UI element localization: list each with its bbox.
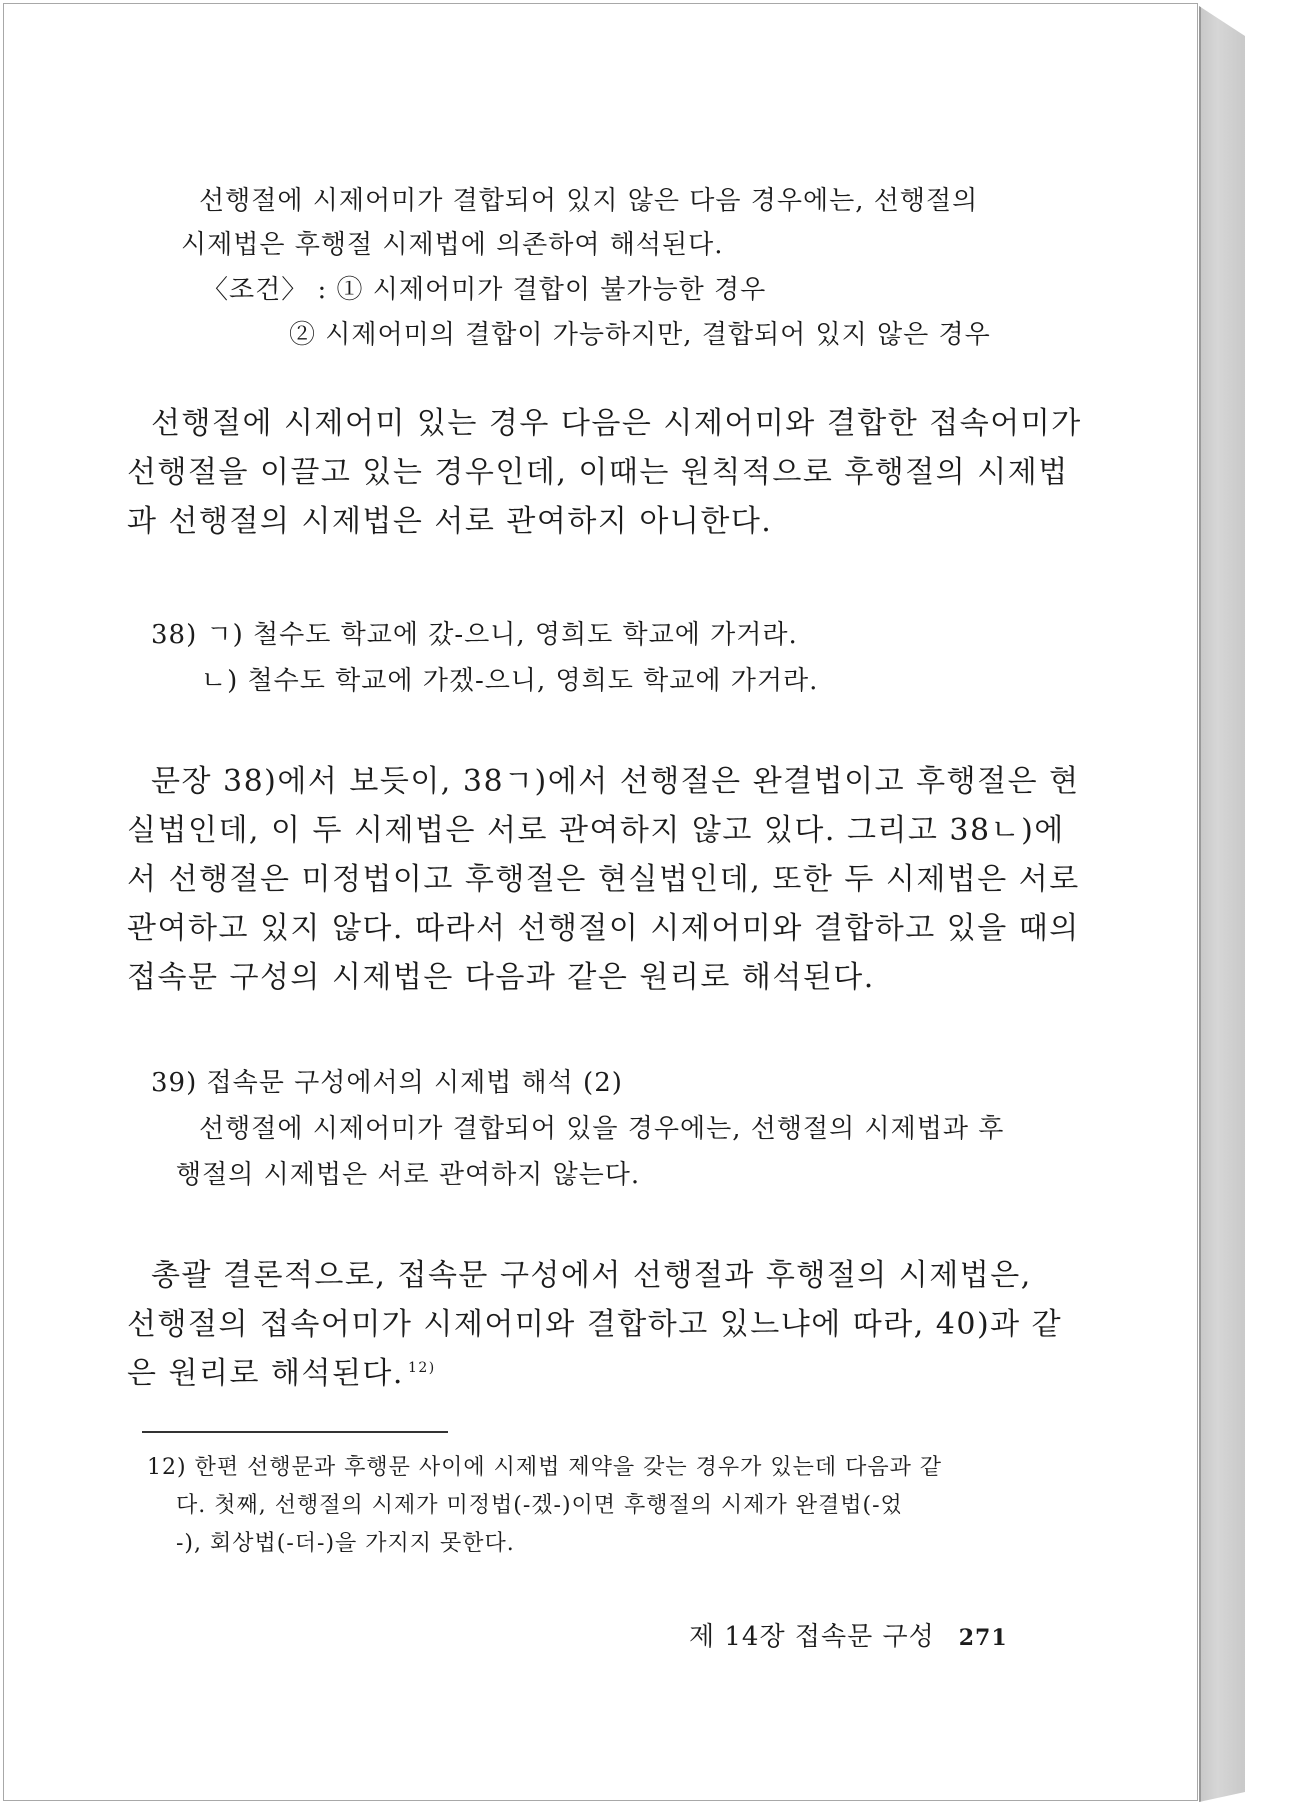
para1-line-1: 선행절에 시제어미 있는 경우 다음은 시제어미와 결합한 접속어미가	[151, 406, 1082, 441]
condition-2: ② 시제어미의 결합이 가능하지만, 결합되어 있지 않은 경우	[289, 320, 991, 350]
page-stack-edge	[1199, 6, 1245, 1802]
para1-line-3: 과 선행절의 시제법은 서로 관여하지 아니한다.	[127, 504, 773, 539]
footnote-divider	[142, 1431, 448, 1433]
example39-title: 39) 접속문 구성에서의 시제법 해석 (2)	[151, 1068, 623, 1098]
example38-b: ㄴ) 철수도 학교에 가겠-으니, 영희도 학교에 가거라.	[201, 666, 819, 696]
footnote-line-3: -), 회상법(-더-)을 가지지 못한다.	[176, 1531, 515, 1556]
para2-line-5: 접속문 구성의 시제법은 다음과 같은 원리로 해석된다.	[127, 960, 875, 995]
example39-line-1: 선행절에 시제어미가 결합되어 있을 경우에는, 선행절의 시제법과 후	[199, 1114, 1005, 1144]
para3-line-3-text: 은 원리로 해석된다.	[127, 1356, 404, 1391]
footnote-line-1: 12) 한편 선행문과 후행문 사이에 시제법 제약을 갖는 경우가 있는데 다음과 같	[147, 1455, 943, 1480]
para2-line-4: 관여하고 있지 않다. 따라서 선행절이 시제어미와 결합하고 있을 때의	[127, 911, 1080, 946]
para2-line-2: 실법인데, 이 두 시제법은 서로 관여하지 않고 있다. 그리고 38ㄴ)에	[127, 813, 1065, 848]
condition-label: 〈조건〉 : ① 시제어미가 결합이 불가능한 경우	[202, 275, 767, 305]
para2-line-1: 문장 38)에서 보듯이, 38ㄱ)에서 선행절은 완결법이고 후행절은 현	[151, 764, 1080, 799]
block1-line-2: 시제법은 후행절 시제법에 의존하여 해석된다.	[181, 230, 724, 260]
block1-line-1: 선행절에 시제어미가 결합되어 있지 않은 다음 경우에는, 선행절의	[199, 186, 979, 216]
para3-line-3	[127, 1348, 436, 1392]
para2-line-3: 서 선행절은 미정법이고 후행절은 현실법인데, 또한 두 시제법은 서로	[127, 862, 1080, 897]
para3-line-2: 선행절의 접속어미가 시제어미와 결합하고 있느냐에 따라, 40)과 같	[127, 1307, 1063, 1342]
example38-a: 38) ㄱ) 철수도 학교에 갔-으니, 영희도 학교에 가거라.	[151, 620, 798, 650]
para3-line-1: 총괄 결론적으로, 접속문 구성에서 선행절과 후행절의 시제법은,	[151, 1258, 1032, 1293]
example39-line-2: 행절의 시제법은 서로 관여하지 않는다.	[176, 1160, 641, 1190]
para1-line-2: 선행절을 이끌고 있는 경우인데, 이때는 원칙적으로 후행절의 시제법	[127, 455, 1069, 490]
page-number: 271	[958, 1625, 1008, 1651]
chapter-title: 제 14장 접속문 구성	[689, 1622, 935, 1652]
page-footer	[689, 1616, 1008, 1653]
footnote-line-2: 다. 첫째, 선행절의 시제가 미정법(-겠-)이면 후행절의 시제가 완결법(-었	[176, 1493, 903, 1518]
book-page	[3, 3, 1198, 1801]
footnote-ref: 12)	[407, 1360, 436, 1376]
